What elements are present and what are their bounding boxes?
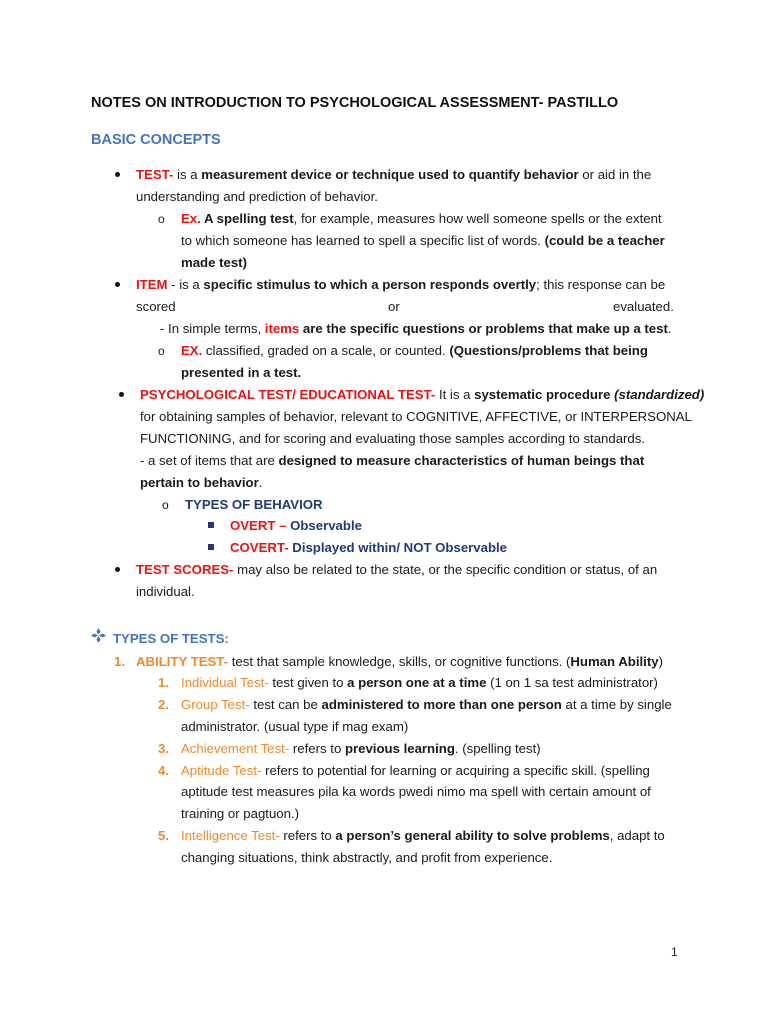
bold-text: A spelling test (200, 211, 294, 226)
text: It is a (435, 387, 475, 402)
individual-test-line (181, 674, 658, 692)
group-test-term: Group Test- (181, 697, 250, 712)
test-scores-line2: individual. (136, 584, 195, 599)
item-definition-line1 (136, 276, 665, 294)
psych-test-line1 (140, 386, 704, 404)
text: ; this response can be (536, 277, 666, 292)
text: (1 on 1 sa test administrator) (486, 675, 658, 690)
covert-line (230, 539, 507, 557)
types-of-tests-heading: TYPES OF TESTS: (113, 631, 229, 646)
item-simple-terms (160, 320, 672, 338)
circle-bullet-icon: o (162, 498, 169, 512)
text: is a (173, 167, 202, 182)
bullet-icon (119, 392, 124, 397)
aptitude-test-line2: aptitude test measures pila ka words pwedi nimo ma spell with certain amount of (181, 784, 651, 799)
bold-text: administered to more than one person (321, 697, 562, 712)
text: - In simple terms, (160, 321, 265, 336)
overt-line (230, 517, 362, 535)
text: or aid in the (578, 167, 652, 182)
list-number: 1. (158, 675, 169, 690)
text: . (spelling test) (454, 741, 541, 756)
text: test can be (249, 697, 322, 712)
bold-text: are the specific questions or problems that make up a test (299, 321, 668, 336)
achievement-test-line (181, 740, 541, 758)
bold-text: a person’s general ability to solve problems (335, 828, 610, 843)
text: , for example, measures how well someone spells or the extent (293, 211, 662, 226)
bold-text: systematic procedure (474, 387, 615, 402)
square-bullet-icon (208, 522, 214, 528)
intelligence-test-line1 (181, 827, 665, 845)
list-number: 2. (158, 697, 169, 712)
psych-test-line4 (140, 452, 644, 470)
test-definition-line1 (136, 166, 651, 184)
items-term: items (264, 321, 300, 336)
test-example-line3: made test) (181, 255, 247, 270)
achievement-test-term: Achievement Test- (181, 741, 290, 756)
text: test given to (268, 675, 348, 690)
overt-term: OVERT – (230, 518, 287, 533)
text: test that sample knowledge, skills, or cognitive functions. ( (228, 654, 571, 669)
test-definition-line2: understanding and prediction of behavior. (136, 189, 378, 204)
circle-bullet-icon: o (158, 212, 165, 226)
text: refers to (289, 741, 345, 756)
bullet-icon (115, 282, 120, 287)
individual-test-term: Individual Test- (181, 675, 269, 690)
bold-text: measurement device or technique used to quantify behavior (201, 167, 579, 182)
text: . (258, 475, 263, 490)
text: may also be related to the state, or the specific condition or status, of an (233, 562, 658, 577)
types-of-behavior-heading: TYPES OF BEHAVIOR (185, 497, 323, 512)
group-test-line1 (181, 696, 672, 714)
text: , adapt to (609, 828, 665, 843)
item-word-scored: scored (136, 299, 176, 314)
test-scores-line1 (136, 561, 657, 579)
list-number: 3. (158, 741, 169, 756)
circle-bullet-icon: o (158, 344, 165, 358)
text: - a set of items that are (140, 453, 279, 468)
aptitude-test-line1 (181, 762, 650, 780)
covert-desc: Displayed within/ NOT Observable (288, 540, 508, 555)
bold-text: specific stimulus to which a person responds overtly (203, 277, 537, 292)
text: at a time by single (561, 697, 672, 712)
intelligence-test-line2: changing situations, think abstractly, and profit from experience. (181, 850, 553, 865)
list-number: 4. (158, 763, 169, 778)
list-number: 1. (114, 654, 125, 669)
overt-desc: Observable (286, 518, 362, 533)
bold-text: (Questions/problems that being (449, 343, 648, 358)
item-word-evaluated: evaluated. (613, 299, 674, 314)
item-example-line2: presented in a test. (181, 365, 302, 380)
bold-text: pertain to behavior (140, 475, 259, 490)
aptitude-test-term: Aptitude Test- (181, 763, 262, 778)
test-example-line2 (181, 232, 665, 250)
aptitude-test-line3: training or pagtuon.) (181, 806, 300, 821)
text: refers to (279, 828, 336, 843)
example-label: EX. (181, 343, 203, 358)
bold-text: Human Ability (570, 654, 659, 669)
bullet-icon (115, 172, 120, 177)
psych-test-line5 (140, 474, 262, 492)
page-number: 1 (671, 945, 678, 959)
bold-text: (could be a teacher (544, 233, 665, 248)
diamond-bullet-icon (91, 628, 106, 646)
item-term: ITEM (136, 277, 168, 292)
group-test-line2: administrator. (usual type if mag exam) (181, 719, 409, 734)
text: . (667, 321, 672, 336)
text: ) (658, 654, 663, 669)
bold-text: a person one at a time (347, 675, 487, 690)
psych-test-term: PSYCHOLOGICAL TEST/ EDUCATIONAL TEST- (140, 387, 436, 402)
psych-test-line3: FUNCTIONING, and for scoring and evaluating those samples according to standards. (140, 431, 646, 446)
test-scores-term: TEST SCORES- (136, 562, 234, 577)
bold-text: previous learning (344, 741, 455, 756)
psych-test-line2: for obtaining samples of behavior, relevant to COGNITIVE, AFFECTIVE, or INTERPERSONAL (140, 409, 692, 424)
list-number: 5. (158, 828, 169, 843)
test-example-line1 (181, 210, 662, 228)
covert-term: COVERT- (230, 540, 289, 555)
ability-test-line (136, 653, 663, 671)
text: - is a (167, 277, 204, 292)
item-example-line1 (181, 342, 648, 360)
bullet-icon (115, 567, 120, 572)
square-bullet-icon (208, 544, 214, 550)
italic-text: (standardized) (614, 387, 705, 402)
test-term: TEST- (136, 167, 174, 182)
page-title: NOTES ON INTRODUCTION TO PSYCHOLOGICAL ASSESSMENT- PASTILLO (91, 95, 619, 111)
bold-text: designed to measure characteristics of human beings that (278, 453, 645, 468)
intelligence-test-term: Intelligence Test- (181, 828, 280, 843)
item-word-or: or (388, 299, 400, 314)
example-label: Ex. (181, 211, 201, 226)
ability-test-term: ABILITY TEST- (136, 654, 229, 669)
text: to which someone has learned to spell a specific list of words. (181, 233, 545, 248)
text: classified, graded on a scale, or counted. (202, 343, 450, 358)
text: refers to potential for learning or acquiring a specific skill. (spelling (261, 763, 650, 778)
section-heading-basic-concepts: BASIC CONCEPTS (91, 132, 221, 148)
